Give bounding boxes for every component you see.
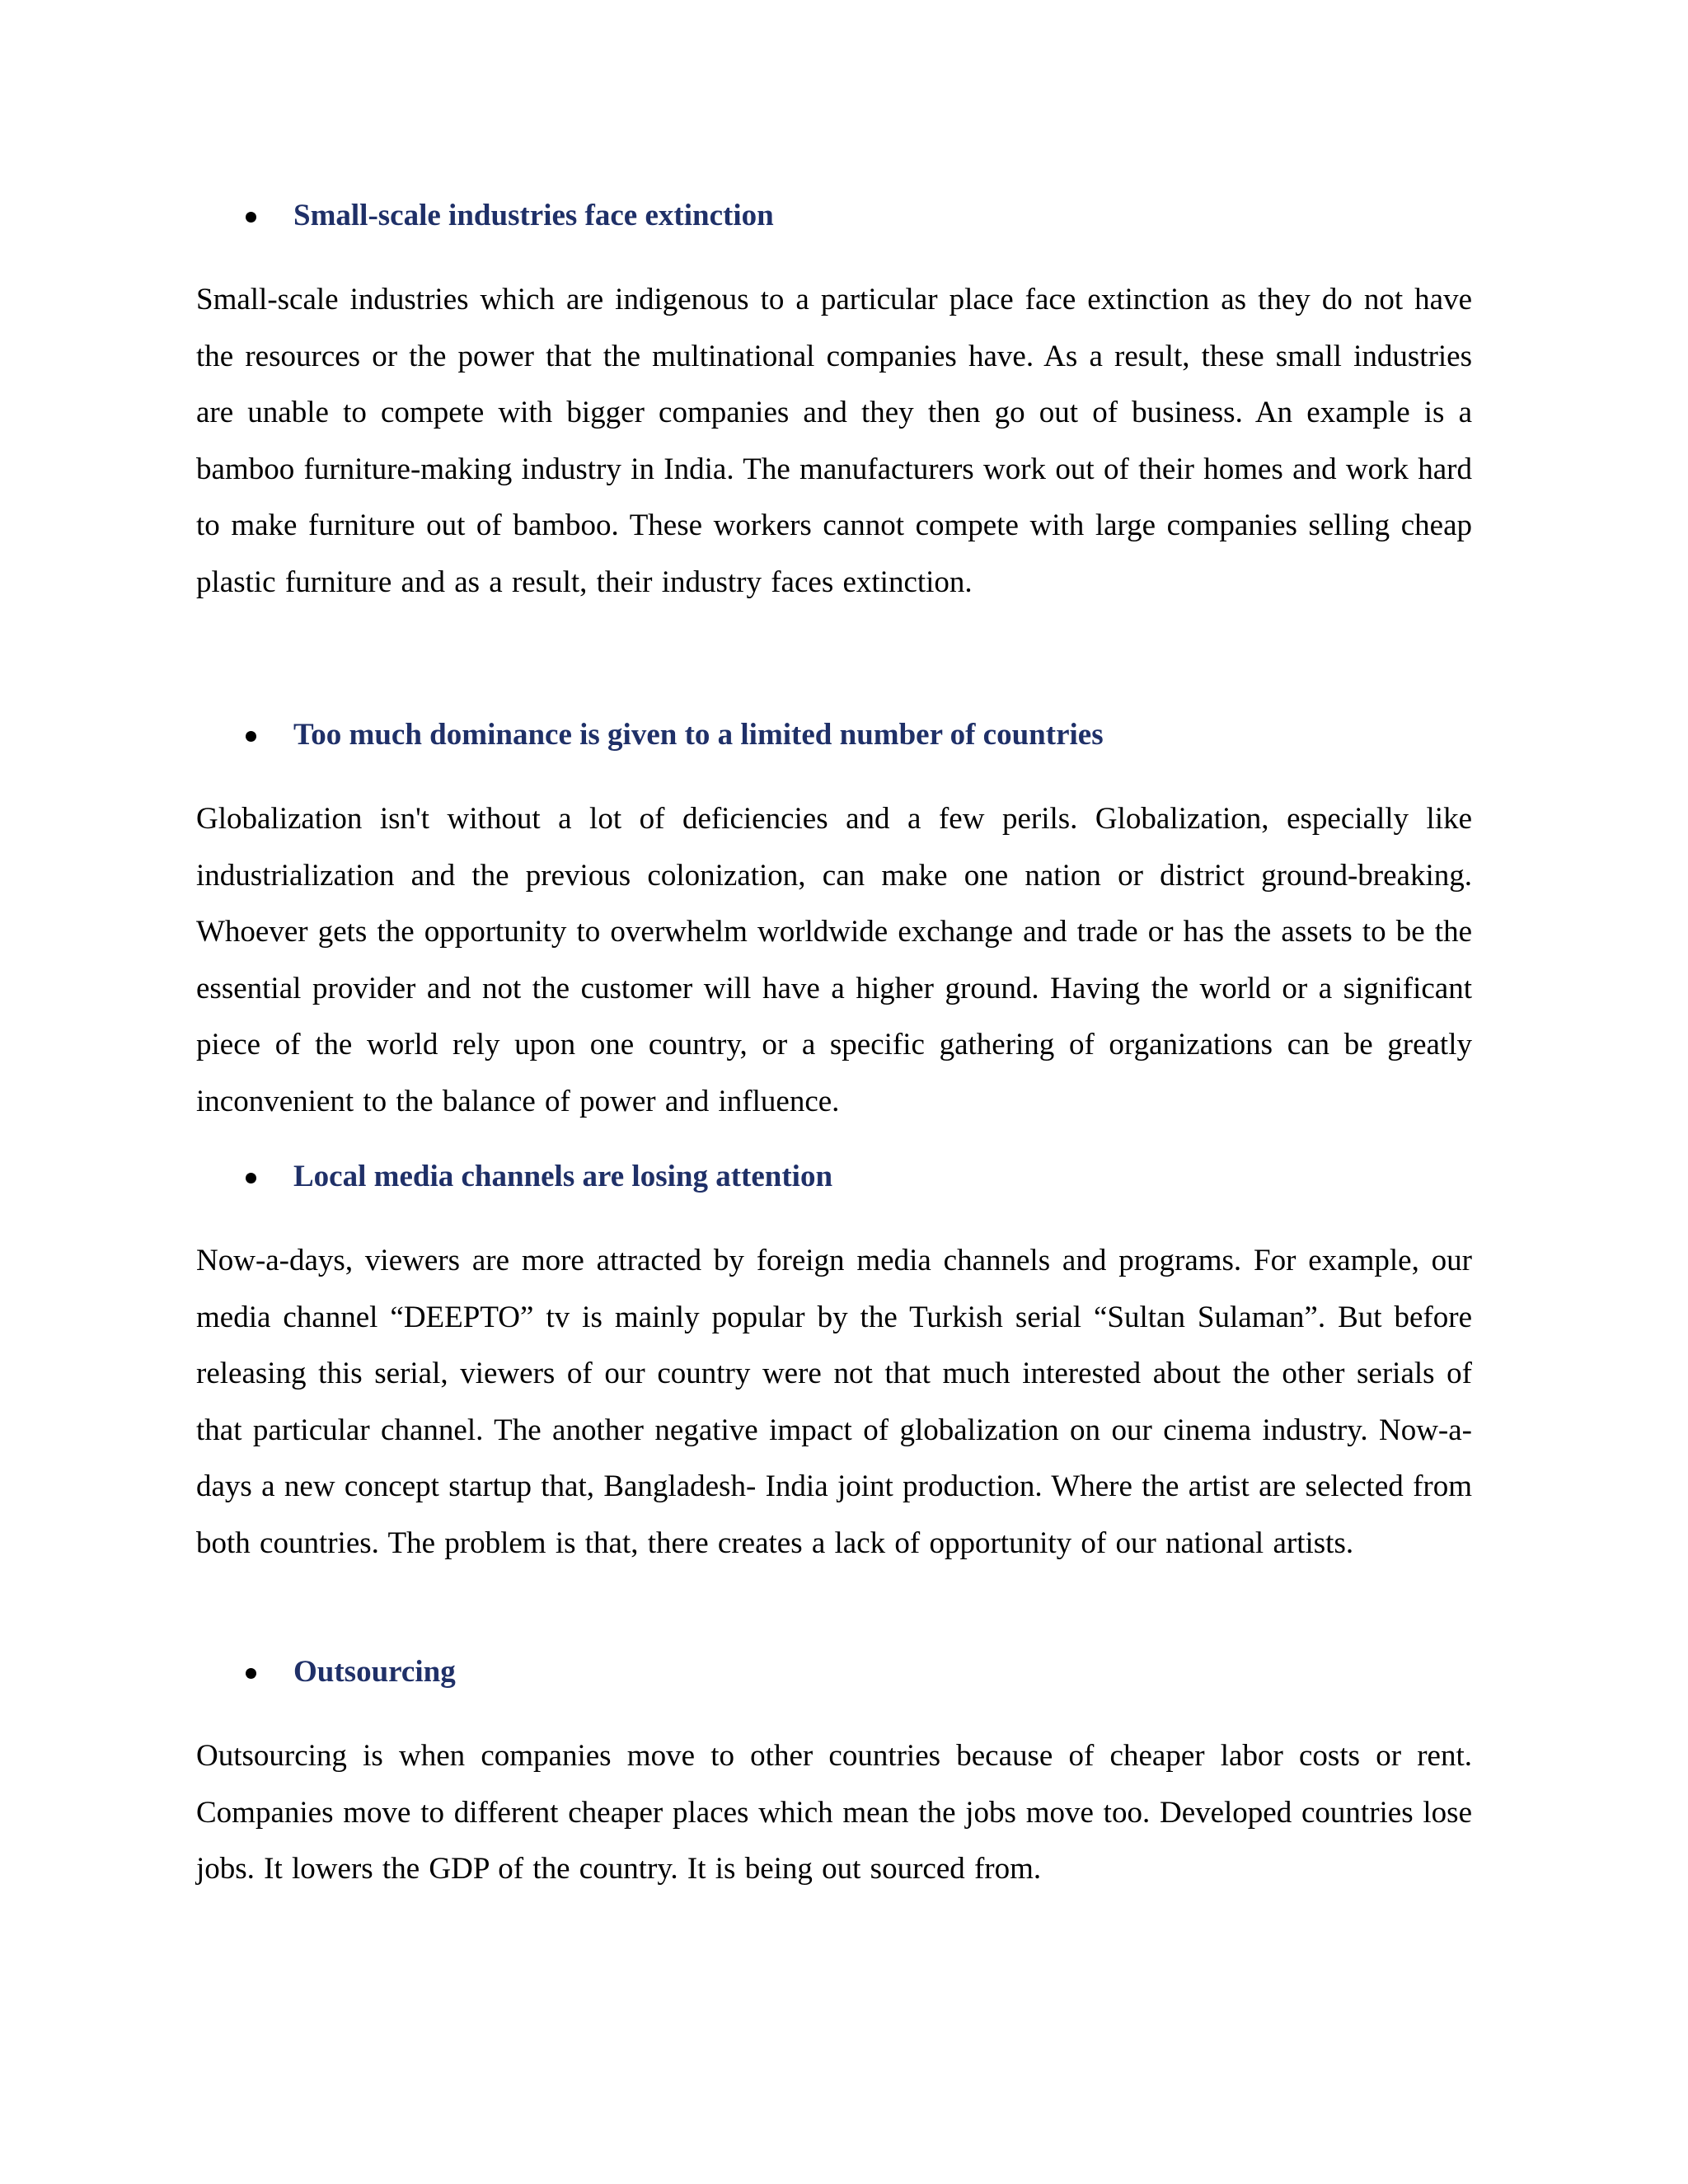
section-dominance	[196, 715, 1472, 1130]
section-local-media	[196, 1157, 1472, 1572]
bullet-icon	[246, 731, 256, 742]
section-small-scale-industries	[196, 196, 1472, 611]
bullet-icon	[246, 1173, 256, 1183]
section-paragraph: Now-a-days, viewers are more attracted by foreign media channels and programs. For example, our media channel “DEEPTO” tv is mainly popular by the Turkish serial “Sultan Sulaman”. But before releasing this serial, viewers of our country were not that much interested about the other serials of that particular channel. The another negative impact of globalization on our cinema industry. Now-a-days a new concept startup that, Bangladesh- India joint production. Where the artist are selected from both countries. The problem is that, there creates a lack of opportunity of our national artists.	[196, 1244, 1472, 1560]
section-outsourcing	[196, 1652, 1472, 1898]
section-paragraph: Globalization isn't without a lot of deficiencies and a few perils. Globalization, especially like industrialization and the previous colonization, can make one nation or district ground-breaking. Whoever gets the opportunity to overwhelm worldwide exchange and trade or has the assets to be the essential provider and not the customer will have a higher ground. Having the world or a significant piece of the world rely upon one country, or a specific gathering of organizations can be greatly inconvenient to the balance of power and influence.	[196, 802, 1472, 1118]
section-heading	[196, 196, 1472, 242]
section-heading	[196, 1652, 1472, 1699]
section-heading	[196, 1157, 1472, 1203]
section-heading	[196, 715, 1472, 762]
bullet-icon	[246, 1668, 256, 1679]
heading-text: Local media channels are losing attention	[293, 1160, 833, 1193]
bullet-icon	[246, 212, 256, 223]
heading-text: Too much dominance is given to a limited number of countries	[293, 718, 1104, 752]
section-paragraph: Outsourcing is when companies move to other countries because of cheaper labor costs or rent. Companies move to different cheaper places which mean the jobs move too. Developed countries lose jobs. It lowers the GDP of the country. It is being out sourced from.	[196, 1739, 1472, 1886]
heading-text: Outsourcing	[293, 1655, 456, 1689]
section-paragraph: Small-scale industries which are indigenous to a particular place face extinction as they do not have the resources or the power that the multinational companies have. As a result, these small industries are unable to compete with bigger companies and they then go out of business. An example is a bamboo furniture-making industry in India. The manufacturers work out of their homes and work hard to make furniture out of bamboo. These workers cannot compete with large companies selling cheap plastic furniture and as a result, their industry faces extinction.	[196, 283, 1472, 599]
heading-text: Small-scale industries face extinction	[293, 199, 774, 232]
